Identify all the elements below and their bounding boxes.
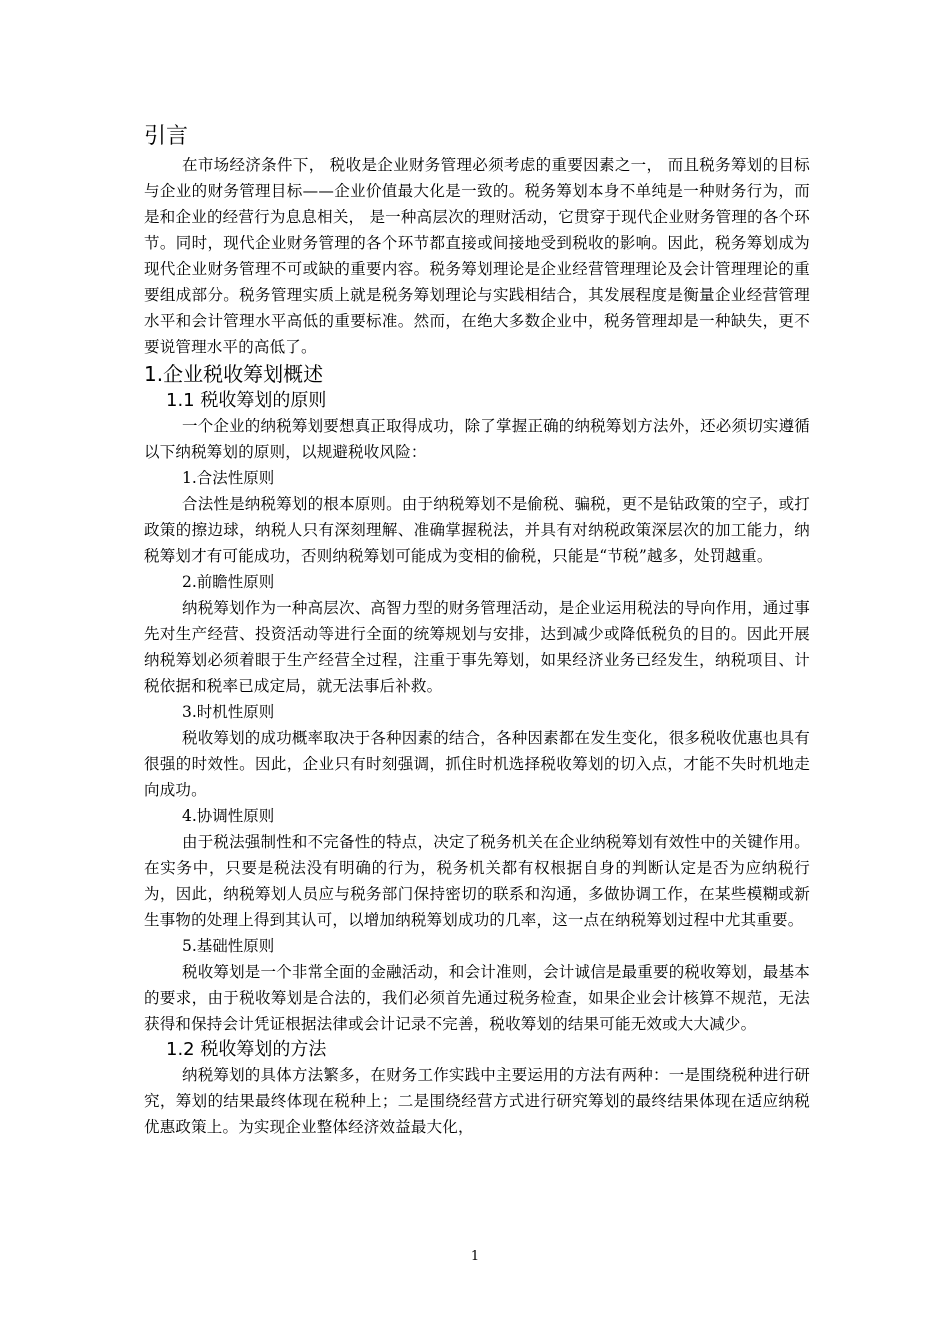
paragraph-intro: 在市场经济条件下， 税收是企业财务管理必须考虑的重要因素之一， 而且税务筹划的目标与企业的财务管理目标——企业价值最大化是一致的。税务筹划本身不单纯是一种财务行为，而是和企业的经营行为息息相关， 是一种高层次的理财活动，它贯穿于现代企业财务管理的各个环节。同时，现代企业财务管理的各个环节都直接或间接地受到税收的影响。因此，税务筹划成为现代企业财务管理不可或缺的重要内容。税务筹划理论是企业经营管理理论及会计管理理论的重要组成部分。税务管理实质上就是税务筹划理论与实践相结合，其发展程度是衡量企业经营管理水平和会计管理水平高低的重要标准。然而，在绝大多数企业中，税务管理却是一种缺失，更不要说管理水平的高低了。 [144, 156, 810, 356]
principle-4-text: 由于税法强制性和不完备性的特点，决定了税务机关在企业纳税筹划有效性中的关键作用。在实务中，只要是税法没有明确的行为，税务机关都有权根据自身的判断认定是否为应纳税行为，因此，纳税筹划人员应与税务部门保持密切的联系和沟通，多做协调工作，在某些模糊或新生事物的处理上得到其认可，以增加纳税筹划成功的几率，这一点在纳税筹划过程中尤其重要。 [144, 833, 811, 929]
principle-1-text: 合法性是纳税筹划的根本原则。由于纳税筹划不是偷税、骗税，更不是钻政策的空子，或打政策的擦边球，纳税人只有深刻理解、准确掌握税法，并具有对纳税政策深层次的加工能力，纳税筹划才有可能成功，否则纳税筹划可能成为变相的偷税，只能是“节税”越多，处罚越重。 [144, 495, 811, 565]
paragraph-methods: 纳税筹划的具体方法繁多，在财务工作实践中主要运用的方法有两种：一是围绕税种进行研究，筹划的结果最终体现在税种上；二是围绕经营方式进行研究筹划的最终结果体现在适应纳税优惠政策上。为实现企业整体经济效益最大化， [144, 1066, 811, 1136]
paragraph-principles-intro: 一个企业的纳税筹划要想真正取得成功，除了掌握正确的纳税筹划方法外，还必须切实遵循以下纳税筹划的原则，以规避税收风险： [144, 417, 811, 461]
principle-2-text: 纳税筹划作为一种高层次、高智力型的财务管理活动，是企业运用税法的导向作用，通过事先对生产经营、投资活动等进行全面的统筹规划与安排，达到减少或降低税负的目的。因此开展纳税筹划必须着眼于生产经营全过程，注重于事先筹划，如果经济业务已经发生，纳税项目、计税依据和税率已成定局，就无法事后补救。 [144, 599, 811, 695]
principle-5-text: 税收筹划是一个非常全面的金融活动，和会计准则，会计诚信是最重要的税收筹划，最基本的要求，由于税收筹划是合法的，我们必须首先通过税务检查，如果企业会计核算不规范，无法获得和保持会计凭证根据法律或会计记录不完善，税收筹划的结果可能无效或大大减少。 [144, 963, 811, 1033]
principle-2-title: 2.前瞻性原则 [182, 573, 275, 591]
heading-intro: 引言 [144, 124, 189, 149]
principle-5-title: 5.基础性原则 [182, 937, 275, 955]
section-1-title: 1.企业税收筹划概述 [144, 362, 324, 386]
subsection-1-2-title: 1.2 税收筹划的方法 [166, 1039, 327, 1060]
principle-3-title: 3.时机性原则 [182, 703, 275, 721]
subsection-1-1-title: 1.1 税收筹划的原则 [166, 390, 327, 411]
principle-1-title: 1.合法性原则 [182, 469, 275, 487]
document-body [144, 122, 810, 1140]
principle-4-title: 4.协调性原则 [182, 807, 275, 825]
principle-3-text: 税收筹划的成功概率取决于各种因素的结合，各种因素都在发生变化，很多税收优惠也具有很强的时效性。因此，企业只有时刻强调，抓住时机选择税收筹划的切入点，才能不失时机地走向成功。 [144, 729, 811, 799]
page-number: 1 [470, 1249, 480, 1264]
